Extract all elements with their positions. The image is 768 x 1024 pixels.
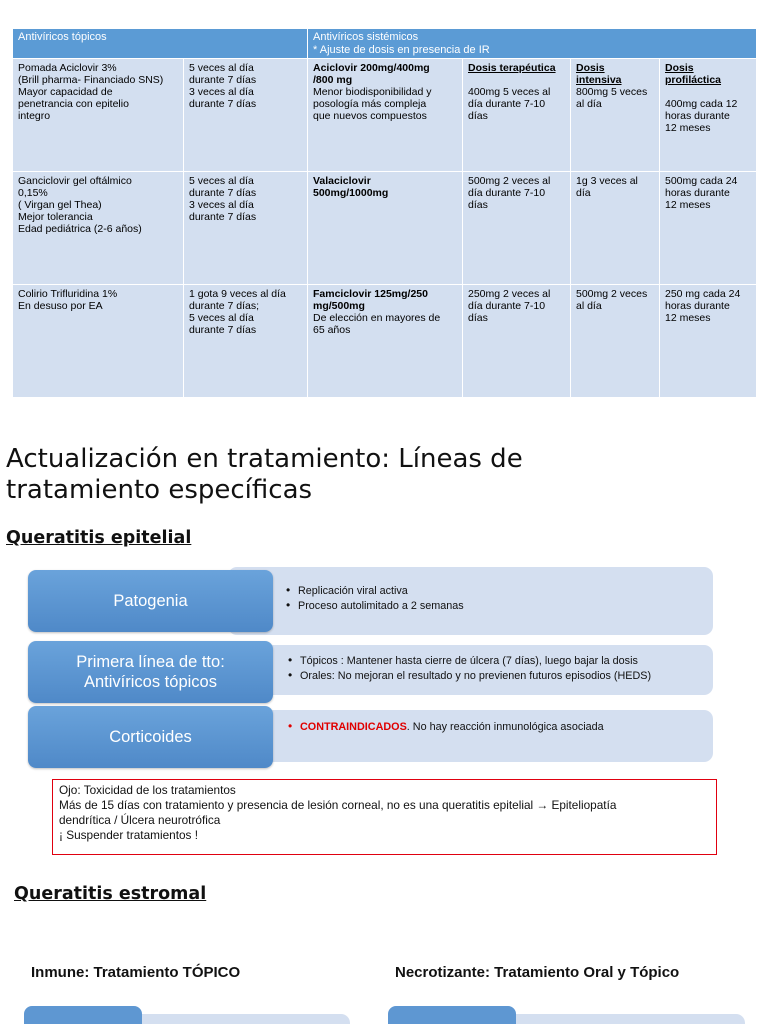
cell-sistemico: Aciclovir 200mg/400mg /800 mg Menor biodisponibilidad y posología más compleja que nuevos compuestos: [308, 59, 463, 172]
cell-sistemico: Valaciclovir 500mg/1000mg: [308, 172, 463, 285]
card-necrotizante-pill: [388, 1006, 516, 1024]
cell-topico-dosis: 5 veces al día durante 7 días 3 veces al día durante 7 días: [184, 172, 308, 285]
list-item: • Orales: No mejoran el resultado y no previenen futuros episodios (HEDS): [288, 669, 651, 684]
warning-note: Ojo: Toxicidad de los tratamientos Más de 15 días con tratamiento y presencia de lesión corneal, no es una queratitis epitelial → Epiteliopatía dendrítica / Úlcera neurotrófica ¡ Suspender tratamientos !: [52, 779, 717, 855]
header-topicos: Antivíricos tópicos: [13, 29, 308, 59]
table-row: [13, 172, 757, 285]
table-header-row: [13, 29, 757, 59]
cell-intensiva: 1g 3 veces al día: [571, 172, 660, 285]
process-label-primera-linea: Primera línea de tto: Antivíricos tópicos: [28, 641, 273, 703]
cell-topico-dosis: 1 gota 9 veces al día durante 7 días; 5 veces al día durante 7 días: [184, 285, 308, 398]
cell-profilactica: 250 mg cada 24 horas durante 12 meses: [660, 285, 757, 398]
subheading-inmune: Inmune: Tratamiento TÓPICO: [31, 964, 241, 981]
section-heading-epitelial: Queratitis epitelial: [6, 528, 192, 548]
list-item: • Proceso autolimitado a 2 semanas: [286, 599, 464, 614]
cell-sistemico: Famciclovir 125mg/250 mg/500mg De elección en mayores de 65 años: [308, 285, 463, 398]
cell-profilactica: Dosis profiláctica 400mg cada 12 horas durante 12 meses: [660, 59, 757, 172]
cell-intensiva: 500mg 2 veces al día: [571, 285, 660, 398]
table-row: [13, 285, 757, 398]
antiviral-table: [12, 28, 757, 398]
cell-topico: Ganciclovir gel oftálmico 0,15% ( Virgan gel Thea) Mejor tolerancia Edad pediátrica (2-6 años): [13, 172, 184, 285]
cell-profilactica: 500mg cada 24 horas durante 12 meses: [660, 172, 757, 285]
list-item: • CONTRAINDICADOS. No hay reacción inmunológica asociada: [288, 720, 604, 735]
process-label-patogenia: Patogenia: [28, 570, 273, 632]
process-row-corticoides-bg: [228, 710, 713, 762]
page-title: Actualización en tratamiento: Líneas de tratamiento específicas: [6, 444, 523, 505]
card-inmune-pill: [24, 1006, 142, 1024]
list-item: • Replicación viral activa: [286, 584, 464, 599]
process-list-corticoides: [288, 720, 604, 735]
process-list-primera-linea: [288, 654, 651, 684]
cell-terapeutica: 500mg 2 veces al día durante 7-10 días: [463, 172, 571, 285]
table-row: [13, 59, 757, 172]
process-list-patogenia: [286, 584, 464, 614]
process-label-corticoides: Corticoides: [28, 706, 273, 768]
subheading-necrotizante: Necrotizante: Tratamiento Oral y Tópico: [395, 964, 680, 981]
list-item: • Tópicos : Mantener hasta cierre de úlcera (7 días), luego bajar la dosis: [288, 654, 651, 669]
cell-terapeutica: Dosis terapéutica 400mg 5 veces al día durante 7-10 días: [463, 59, 571, 172]
section-heading-estromal: Queratitis estromal: [14, 884, 207, 904]
cell-topico-dosis: 5 veces al día durante 7 días 3 veces al día durante 7 días: [184, 59, 308, 172]
cell-topico: Pomada Aciclovir 3% (Brill pharma- Financiado SNS) Mayor capacidad de penetrancia con epitelio integro: [13, 59, 184, 172]
cell-intensiva: Dosis intensiva 800mg 5 veces al día: [571, 59, 660, 172]
cell-topico: Colirio Trifluridina 1% En desuso por EA: [13, 285, 184, 398]
cell-terapeutica: 250mg 2 veces al día durante 7-10 días: [463, 285, 571, 398]
header-sistemicos: Antivíricos sistémicos * Ajuste de dosis en presencia de IR: [308, 29, 757, 59]
